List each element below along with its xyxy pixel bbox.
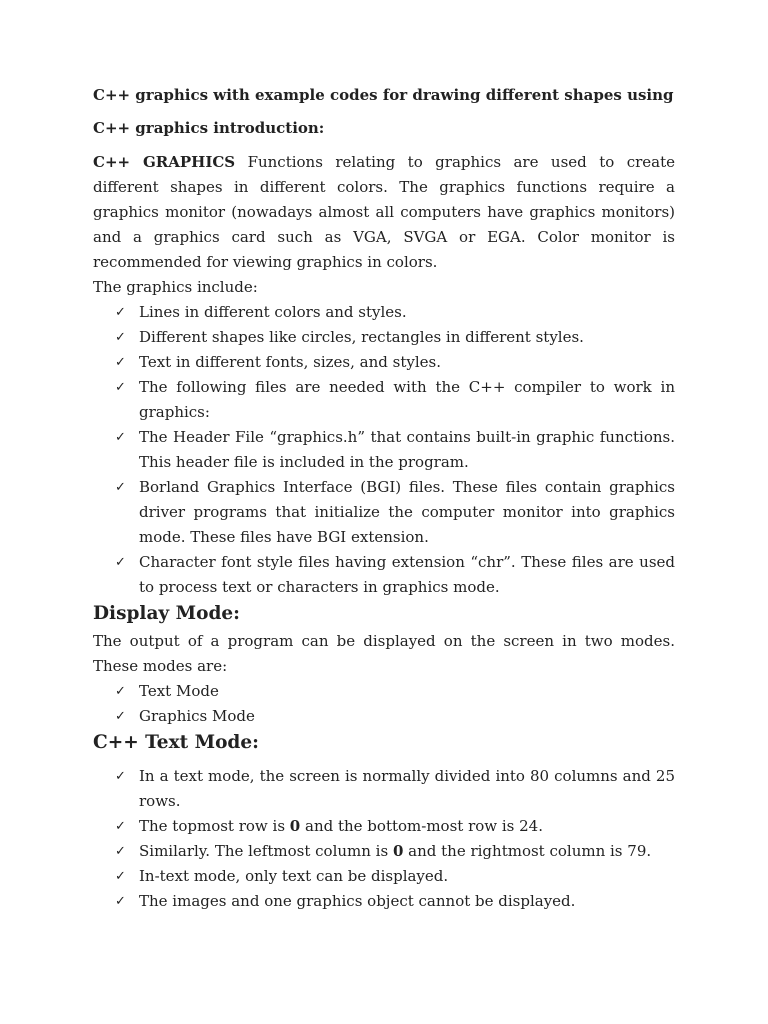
document-title: C++ graphics with example codes for drawing different shapes using — [93, 86, 674, 104]
list-item: ✓ Lines in different colors and styles. — [139, 300, 675, 325]
list-item: ✓ The following files are needed with the C++ compiler to work in graphics: — [139, 375, 675, 425]
intro-paragraph — [93, 150, 675, 275]
list-item: ✓ Character font style files having extension “chr”. These files are used to process text or characters in graphics mode. — [139, 550, 675, 600]
list-item: ✓ The Header File “graphics.h” that contains built-in graphic functions. This header file is included in the program. — [139, 425, 675, 475]
display-mode-paragraph: The output of a program can be displayed on the screen in two modes. These modes are: — [93, 632, 675, 675]
check-icon: ✓ — [115, 844, 126, 859]
text-mode-list — [93, 764, 675, 914]
graphics-include-label: The graphics include: — [93, 278, 258, 296]
check-icon: ✓ — [115, 709, 126, 724]
intro-lead-bold: C++ GRAPHICS — [93, 153, 236, 171]
display-mode-heading: Display Mode: — [93, 603, 240, 624]
list-item: ✓ Text in different fonts, sizes, and styles. — [139, 350, 675, 375]
list-item: ✓ Different shapes like circles, rectangles in different styles. — [139, 325, 675, 350]
intro-heading: C++ graphics introduction: — [93, 119, 325, 137]
list-item: ✓ Borland Graphics Interface (BGI) files. These files contain graphics driver programs that initialize the computer monitor into graphics mode. These files have BGI extension. — [139, 475, 675, 550]
check-icon: ✓ — [115, 355, 126, 370]
list-item: ✓ In-text mode, only text can be displayed. — [139, 864, 675, 889]
list-item: ✓ In a text mode, the screen is normally divided into 80 columns and 25 rows. — [139, 764, 675, 814]
check-icon: ✓ — [115, 819, 126, 834]
list-item: ✓ Text Mode — [139, 679, 675, 704]
check-icon: ✓ — [115, 555, 126, 570]
list-item: ✓ Similarly. The leftmost column is 0 and the rightmost column is 79. — [139, 839, 675, 864]
check-icon: ✓ — [115, 305, 126, 320]
check-icon: ✓ — [115, 869, 126, 884]
intro-lead-rest: Functions relating to graphics are used to create different shapes in different colors. The graphics functions require a graphics monitor (nowadays almost all computers have graphics monitors) and a graphics card such as VGA, SVGA or EGA. Color monitor is recommended for viewing graphics in colors. — [93, 153, 675, 271]
check-icon: ✓ — [115, 769, 126, 784]
graphics-include-list — [93, 300, 675, 600]
check-icon: ✓ — [115, 684, 126, 699]
check-icon: ✓ — [115, 894, 126, 909]
check-icon: ✓ — [115, 330, 126, 345]
text-mode-heading: C++ Text Mode: — [93, 732, 259, 753]
list-item: ✓ Graphics Mode — [139, 704, 675, 729]
list-item: ✓ The topmost row is 0 and the bottom-most row is 24. — [139, 814, 675, 839]
check-icon: ✓ — [115, 480, 126, 495]
check-icon: ✓ — [115, 430, 126, 445]
display-mode-list — [93, 679, 675, 729]
list-item: ✓ The images and one graphics object cannot be displayed. — [139, 889, 675, 914]
check-icon: ✓ — [115, 380, 126, 395]
